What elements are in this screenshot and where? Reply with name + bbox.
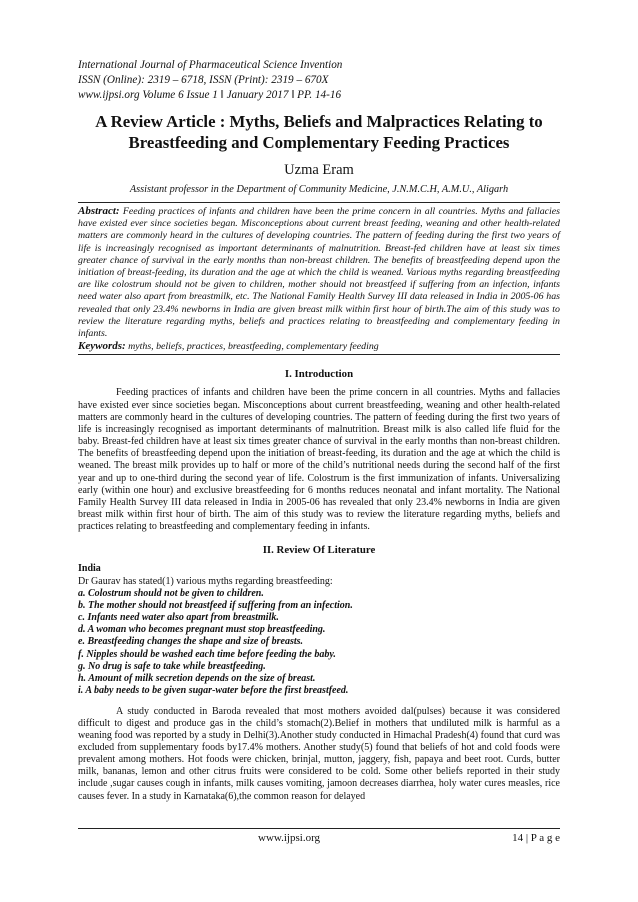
paper-page (78, 58, 560, 803)
author-affiliation: Assistant professor in the Department of Community Medicine, J.N.M.C.H, A.M.U., Aligarh (129, 184, 509, 195)
paper-title: A Review Article : Myths, Beliefs and Malpractices Relating to Breastfeeding and Complementary Feeding Practices (95, 112, 543, 152)
page-footer (78, 828, 560, 844)
section-heading-review: II. Review Of Literature (262, 544, 376, 557)
review-intro: Dr Gaurav has stated(1) various myths regarding breastfeeding: (78, 575, 333, 587)
abstract (78, 205, 560, 340)
footer-page-number: 14 | P a g e (512, 832, 560, 844)
keywords-text: myths, beliefs, practices, breastfeeding, complementary feeding (125, 341, 379, 353)
list-item: b. The mother should not breastfeed if suffering from an infection. (78, 599, 353, 611)
abstract-text: Feeding practices of infants and children have been the prime concern in all countries. Myths and fallacies have existed ever since societies began. Misconceptions about current breast feeding, weaning and other health-related matters are commonly heard in the cultures of developing countries. The pattern of feeding during the first two years of life is increasingly recognised as important determinants of malnutrition. Breast-fed children have at least six times greater chance of survival in the early months than non-breast children. The benefits of breastfeeding depend upon the initiation of breast-feeding, its duration and the age at which the child is weaned. Various myths regarding breastfeeding are like colostrum should not be given to children, mother should not breastfeed if suffering from an infection, infants need water also apart from breastmilk, etc. The National Family Health Survey III data released in India in 2005-06 has revealed that only 23.4% newborns in India are given breast milk within first hour of birth.The aim of this study was to review the literature regarding myths, beliefs and practices relating to breastfeeding and complementary feeding in infants. (78, 206, 560, 340)
author-name: Uzma Eram (284, 162, 354, 178)
list-item: i. A baby needs to be given sugar-water before the first breastfeed. (78, 685, 349, 697)
keywords-label: Keywords: (78, 340, 126, 353)
journal-name: International Journal of Pharmaceutical Science Invention (78, 59, 343, 71)
list-item: g. No drug is safe to take while breastfeeding. (78, 660, 266, 672)
abstract-label: Abstract: (78, 205, 120, 217)
myths-list (78, 588, 560, 698)
keywords (78, 340, 560, 353)
abstract-top-rule (78, 202, 560, 203)
subsection-heading-india: India (78, 563, 101, 575)
list-item: a. Colostrum should not be given to children. (78, 587, 264, 599)
list-item: f. Nipples should be washed each time before feeding the baby. (78, 648, 336, 660)
section-heading-introduction: I. Introduction (284, 368, 354, 381)
list-item: d. A woman who becomes pregnant must stop breastfeeding. (78, 624, 326, 636)
introduction-paragraph: Feeding practices of infants and children have been the prime concern in all countries. Myths and fallacies have existed ever since societies began. Misconceptions about current breastfeeding, weaning and other health-related matters are commonly heard in the cultures of developing countries. The pattern of feeding during the first two years of life is increasingly recognised as important determinants of malnutrition. Breast milk is also called life fluid for the baby. Breast-fed children have at least six times greater chance of survival in the early months than non-breast children. The benefits of breastfeeding depend upon the initiation of breast-feeding, its duration and the age at which the child is weaned. The breast milk provides up to half or more of the child’s nutritional needs during the second half of the first year and up to one-third during the second year of life. Colostrum is the first immunization of infants. Universalizing early (within one hour) and exclusive breastfeeding for 6 months reduces neonatal and infant mortality. The National Family Health Survey III data released in India in 2005-06 has revealed that only 23.4% newborns in India are given breast milk within first hour of birth. The aim of this study was to review the literature regarding myths, beliefs and practices relating to breastfeeding and complementary feeding in infants. (78, 387, 560, 533)
review-paragraph: A study conducted in Baroda revealed that most mothers avoided dal(pulses) because it was considered difficult to digest and produce gas in the child’s stomach(2).Belief in mothers that undiluted milk is harmful as a weaning food was reported by a study in Delhi(3).Another study conducted in Himachal Pradesh(4) found that curd was excluded from supplementary foods by17.4% mothers. Another study(5) found that beliefs of hot and cold foods were prevalent among mothers. Hot foods were chicken, brinjal, mutton, jaggery, fish, papaya and beet root. Curds, butter milk, bananas, lemon and other citrus fruits were considered to be cold. Some other beliefs reported in their study include ,sugar causes cough in infants, milk causes vomiting, jamoon decreases diarrhea, holy water cures measles, rice causes fever. In a study in Karnataka(6),the common reason for delayed (78, 705, 560, 802)
journal-issn: ISSN (Online): 2319 – 6718, ISSN (Print): 2319 – 670X (78, 74, 329, 86)
list-item: c. Infants need water also apart from breastmilk. (78, 612, 279, 624)
abstract-bottom-rule (78, 354, 560, 355)
list-item: h. Amount of milk secretion depends on the size of breast. (78, 673, 316, 685)
journal-issue: www.ijpsi.org Volume 6 Issue 1 ǁ January 2017 ǁ PP. 14-16 (78, 89, 342, 101)
footer-website: www.ijpsi.org (258, 832, 321, 844)
list-item: e. Breastfeeding changes the shape and size of breasts. (78, 636, 303, 648)
